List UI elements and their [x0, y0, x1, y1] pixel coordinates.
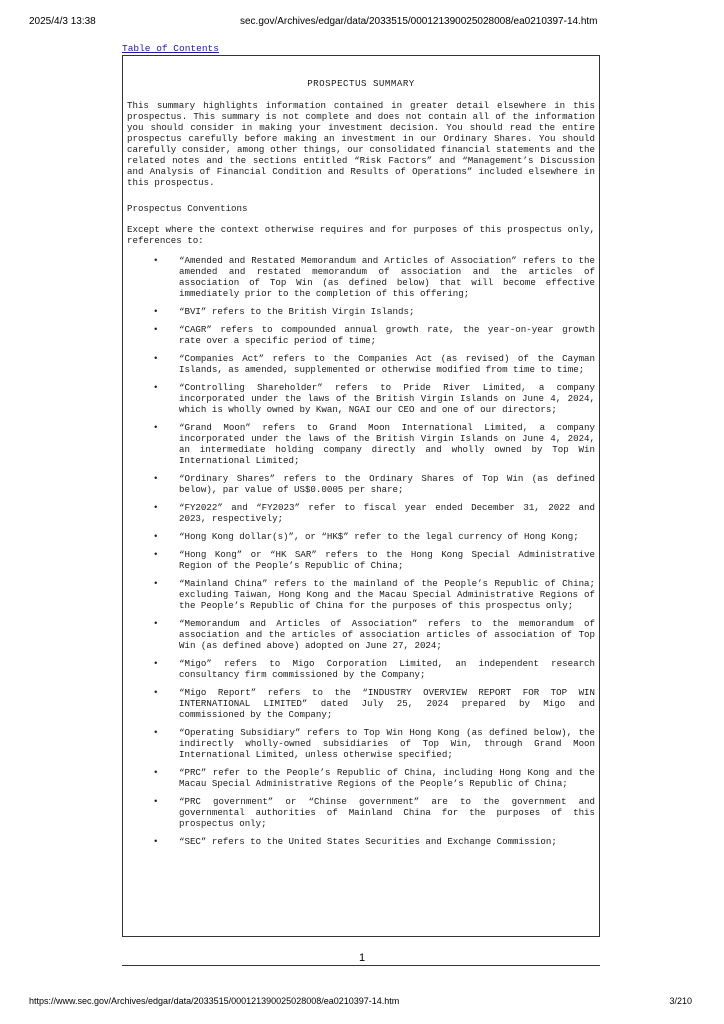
- bullet-icon: •: [153, 767, 159, 778]
- bullet-icon: •: [153, 531, 159, 542]
- bullet-icon: •: [153, 618, 159, 629]
- definition-text: “Amended and Restated Memorandum and Articles of Association” refers to the amended and restated memorandum of association and the articles of association of Top Win (as defined below) that will become effective immediately prior to the completion of this offering;: [179, 255, 595, 299]
- bullet-icon: •: [153, 727, 159, 738]
- intro-paragraph: This summary highlights information contained in greater detail elsewhere in this prospectus. This summary is not complete and does not contain all of the information you should consider in making your investment decision. You should read the entire prospectus carefully before making an investment in our Ordinary Shares. You should carefully consider, among other things, our consolidated financial statements and the related notes and the sections entitled “Risk Factors” and “Management’s Discussion and Analysis of Financial Condition and Results of Operations” included elsewhere in this prospectus.: [127, 100, 595, 188]
- list-item: [127, 531, 595, 542]
- bullet-icon: •: [153, 353, 159, 364]
- print-page-count: 3/210: [669, 996, 692, 1006]
- definition-text: “PRC” refer to the People’s Republic of China, including Hong Kong and the Macau Special Administrative Regions of the People’s Republic of China;: [179, 767, 595, 789]
- definition-text: “SEC” refers to the United States Securities and Exchange Commission;: [179, 836, 557, 847]
- definition-text: “Mainland China” refers to the mainland of the People’s Republic of China; excluding Taiwan, Hong Kong and the Macau Special Administrative Regions of the People’s Republic of China for the purposes of this prospectus only;: [179, 578, 595, 611]
- bullet-icon: •: [153, 796, 159, 807]
- definitions-list: [127, 255, 595, 847]
- bullet-icon: •: [153, 324, 159, 335]
- definition-text: “PRC government” or “Chinse government” are to the government and governmental authorities of Mainland China for the purposes of this prospectus only;: [179, 796, 595, 829]
- list-item: [127, 727, 595, 760]
- definition-text: “Hong Kong” or “HK SAR” refers to the Hong Kong Special Administrative Region of the People’s Republic of China;: [179, 549, 595, 571]
- prospectus-summary-box: [122, 55, 600, 937]
- lead-paragraph: Except where the context otherwise requires and for purposes of this prospectus only, references to:: [127, 224, 595, 246]
- list-item: [127, 422, 595, 466]
- definition-text: “Migo Report” refers to the “INDUSTRY OVERVIEW REPORT FOR TOP WIN INTERNATIONAL LIMITED” dated July 25, 2024 prepared by Migo and commissioned by the Company;: [179, 687, 595, 720]
- list-item: [127, 549, 595, 571]
- list-item: [127, 382, 595, 415]
- bullet-icon: •: [153, 473, 159, 484]
- bullet-icon: •: [153, 255, 159, 266]
- bullet-icon: •: [153, 549, 159, 560]
- print-footer-url: https://www.sec.gov/Archives/edgar/data/2033515/000121390025028008/ea0210397-14.htm: [29, 996, 400, 1006]
- bullet-icon: •: [153, 836, 159, 847]
- list-item: [127, 767, 595, 789]
- definition-text: “Operating Subsidiary” refers to Top Win Hong Kong (as defined below), the indirectly wholly-owned subsidiaries of Top Win, through Grand Moon International Limited, unless otherwise specified;: [179, 727, 595, 760]
- list-item: [127, 618, 595, 651]
- list-item: [127, 658, 595, 680]
- bullet-icon: •: [153, 687, 159, 698]
- section-heading: Prospectus Conventions: [127, 203, 248, 214]
- print-datetime: 2025/4/3 13:38: [29, 16, 96, 27]
- bullet-icon: •: [153, 502, 159, 513]
- definition-text: “Controlling Shareholder” refers to Pride River Limited, a company incorporated under the laws of the British Virgin Islands on June 4, 2024, which is wholly owned by Kwan, NGAI our CEO and one of our directors;: [179, 382, 595, 415]
- definition-text: “Grand Moon” refers to Grand Moon International Limited, a company incorporated under the laws of the British Virgin Islands on June 4, 2024, an intermediate holding company directly and wholly owned by Top Win International Limited;: [179, 422, 595, 466]
- list-item: [127, 353, 595, 375]
- definition-text: “BVI” refers to the British Virgin Islands;: [179, 306, 415, 317]
- list-item: [127, 255, 595, 299]
- footer-divider: [122, 965, 600, 966]
- list-item: [127, 578, 595, 611]
- list-item: [127, 502, 595, 524]
- list-item: [127, 836, 595, 847]
- bullet-icon: •: [153, 382, 159, 393]
- print-footer: [0, 996, 724, 1010]
- bullet-icon: •: [153, 306, 159, 317]
- table-of-contents-link[interactable]: Table of Contents: [122, 43, 219, 54]
- page-number: 1: [358, 952, 366, 964]
- list-item: [127, 796, 595, 829]
- list-item: [127, 473, 595, 495]
- bullet-icon: •: [153, 578, 159, 589]
- definition-text: “Migo” refers to Migo Corporation Limited, an independent research consultancy firm commissioned by the Company;: [179, 658, 595, 680]
- definition-text: “Memorandum and Articles of Association” refers to the memorandum of association and the articles of association articles of association of Top Win (as defined above) adopted on June 27, 2024;: [179, 618, 595, 651]
- page-title: PROSPECTUS SUMMARY: [307, 78, 415, 89]
- print-header: [0, 16, 724, 30]
- list-item: [127, 687, 595, 720]
- definition-text: “Ordinary Shares” refers to the Ordinary Shares of Top Win (as defined below), par value of US$0.0005 per share;: [179, 473, 595, 495]
- bullet-icon: •: [153, 658, 159, 669]
- definition-text: “CAGR” refers to compounded annual growth rate, the year-on-year growth rate over a specific period of time;: [179, 324, 595, 346]
- definition-text: “Companies Act” refers to the Companies Act (as revised) of the Cayman Islands, as amended, supplemented or otherwise modified from time to time;: [179, 353, 595, 375]
- definition-text: “FY2022” and “FY2023” refer to fiscal year ended December 31, 2022 and 2023, respectively;: [179, 502, 595, 524]
- list-item: [127, 306, 595, 317]
- print-url: sec.gov/Archives/edgar/data/2033515/000121390025028008/ea0210397-14.htm: [240, 16, 598, 27]
- definition-text: “Hong Kong dollar(s)”, or “HK$” refer to the legal currency of Hong Kong;: [179, 531, 579, 542]
- bullet-icon: •: [153, 422, 159, 433]
- list-item: [127, 324, 595, 346]
